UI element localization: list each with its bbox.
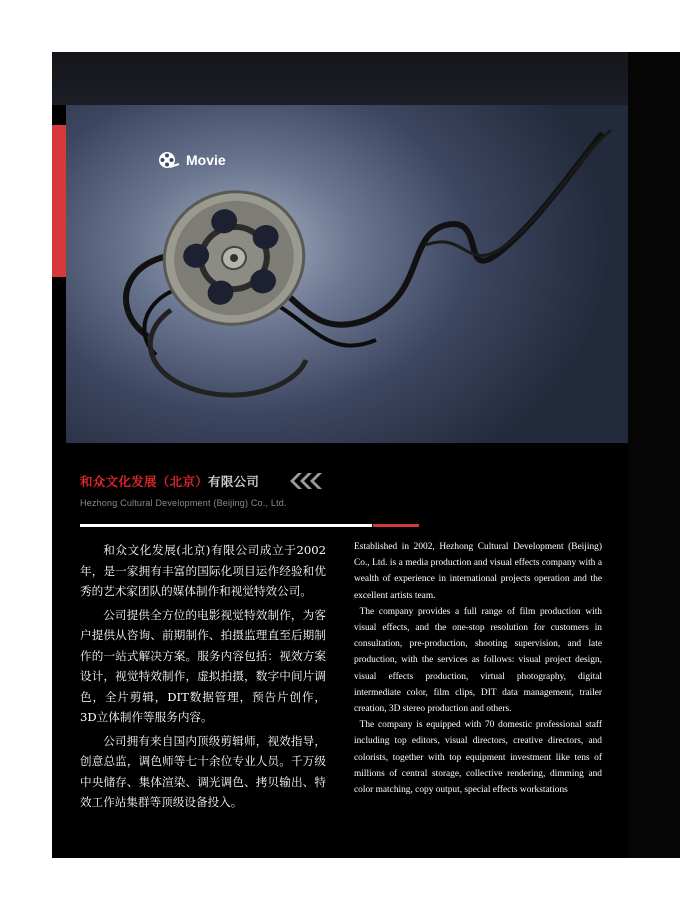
brochure-page [52,52,680,858]
cn-paragraph: 和众文化发展(北京)有限公司成立于2002年，是一家拥有丰富的国际化项目运作经验和优秀的艺术家团队的媒体制作和视觉特效公司。 [80,543,326,598]
company-name-cn [80,472,259,490]
movie-label-text: Movie [186,152,226,168]
body-text-chinese [80,540,326,816]
cn-paragraph: 公司提供全方位的电影视觉特效制作，为客户提供从咨询、前期制作、拍摄监理直至后期制作的一站式解决方案。服务内容包括：视效方案设计，视觉特效制作，虚拟拍摄，数字中间片调色，全片剪辑，DIT数据管理，预告片创作，3D立体制作等服务内容。 [80,607,326,724]
hero-top-band [52,52,628,105]
red-accent-bar-left [52,125,66,277]
body-text-english [354,539,602,798]
en-paragraph: The company provides a full range of film production with visual effects, and the one-stop resolution for customers in consultation, pre-production, shooting supervision, and late production, with the services as follows: visual project design, visual effects production, virtual photography, digital intermediate color, film clips, DIT data management, trailer creation, 3D stereo production and others. [354,606,602,715]
film-reel-icon [158,151,180,169]
en-paragraph: Established in 2002, Hezhong Cultural Development (Beijing) Co., Ltd. is a media production and visual effects company with a wealth of experience in international projects operation and the excellent artists team. [354,542,602,601]
company-name-en: Hezhong Cultural Development (Beijing) Co., Ltd. [80,498,287,508]
hero-image [66,105,628,443]
company-name-cn-red: 和众文化发展（北京） [80,474,209,489]
en-paragraph: The company is equipped with 70 domestic professional staff including top editors, visual directors, creative directors, and colorists, together with top equipment investment like tens of millions of central storage, collective rendering, dimming and color matching, copy output, special effects workstations [354,720,602,796]
company-name-cn-grey: 有限公司 [208,474,260,489]
movie-label [158,151,226,169]
chevrons-icon [288,472,324,490]
divider-red [373,524,419,527]
divider-white [80,524,372,527]
film-reel-illustration [66,105,628,443]
cn-paragraph: 公司拥有来自国内顶级剪辑师，视效指导，创意总监，调色师等七十余位专业人员。千万级中央储存、集体渲染、调光调色、拷贝输出、特效工作站集群等顶级设备投入。 [80,733,326,809]
right-margin-strip [628,52,680,858]
